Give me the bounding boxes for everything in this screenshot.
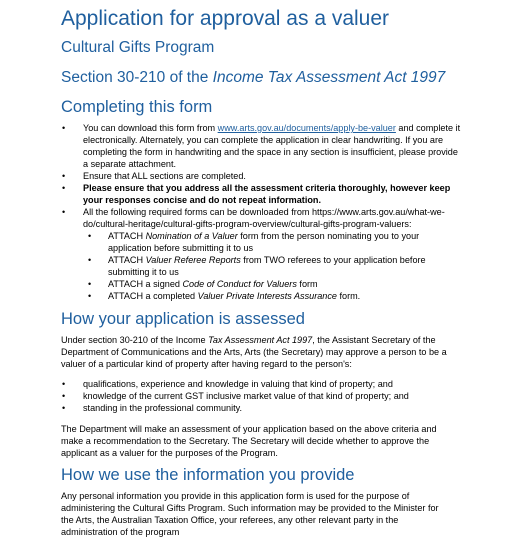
use-info-paragraph: Any personal information you provide in this application form is used for the purpose of administering the Cultural Gifts Program. Such information may be provided to the Minister for the Arts, the Australian Taxation Office, your referees, any other relevant party in the administration of the program — [61, 491, 439, 537]
assessed-paragraph-1 — [61, 334, 453, 370]
attach-referee-reports — [108, 254, 463, 278]
bullet-icon: • — [62, 123, 66, 133]
attach-code-of-conduct — [108, 278, 463, 290]
text: and complete it electronically. Alternately, you can complete the application in clear handwriting. If you are completing the form in handwriting and the space in any section is insufficient, please provide a separate attachment. — [83, 123, 461, 169]
text: Nomination of a Valuer — [145, 231, 238, 241]
bullet-icon: • — [88, 231, 92, 241]
assessed-bullet-qualifications: qualifications, experience and knowledge in valuing that kind of property; and — [83, 379, 393, 389]
bullet-icon: • — [62, 183, 66, 193]
act-subtitle — [61, 68, 445, 88]
page-title: Application for approval as a valuer — [61, 7, 390, 30]
text: Code of Conduct for Valuers — [182, 279, 297, 289]
assessed-paragraph-2: The Department will make an assessment of your application based on the above criteria and make a recommendation to the Secretary. The Secretary will decide whether to approve the applicant as a valuer for the purposes of the Program. — [61, 424, 437, 458]
completing-bullet-ensure: Ensure that ALL sections are completed. — [83, 171, 246, 181]
bullet-icon: • — [88, 279, 92, 289]
text: form — [296, 279, 318, 289]
completing-bullet-forms: All the following required forms can be downloaded from https://www.arts.gov.au/what-we-do/cultural-heritage/cultural-gifts-program-overview/cultural-gifts-program-valuers: — [83, 207, 445, 229]
assessed-bullet-gst: knowledge of the current GST inclusive market value of that kind of property; and — [83, 391, 409, 401]
attach-private-interests — [108, 290, 463, 302]
section-heading-assessed: How your application is assessed — [61, 310, 305, 328]
completing-bullet-download — [83, 122, 463, 170]
program-subtitle: Cultural Gifts Program — [61, 39, 215, 56]
text: ATTACH a completed — [108, 291, 198, 301]
text: Under section 30-210 of the Income — [61, 335, 209, 345]
bullet-icon: • — [62, 379, 66, 389]
bullet-icon: • — [62, 403, 66, 413]
act-subtitle-italic: Income Tax Assessment Act 1997 — [212, 69, 446, 86]
text: You can download this form from — [83, 123, 218, 133]
bullet-icon: • — [62, 207, 66, 217]
section-heading-use-info: How we use the information you provide — [61, 466, 355, 484]
text: from TWO referees to your application before submitting it to us — [108, 255, 426, 277]
attach-nomination — [108, 230, 463, 254]
completing-bullet-criteria: Please ensure that you address all the assessment criteria thoroughly, however keep your responses concise and do not repeat information. — [83, 183, 451, 205]
text: form. — [336, 291, 361, 301]
text: Valuer Referee Reports — [145, 255, 241, 265]
text: ATTACH a signed — [108, 279, 183, 289]
text: ATTACH — [108, 255, 146, 265]
bullet-icon: • — [88, 255, 92, 265]
text: form from the person nominating you to your application before submitting it to us — [108, 231, 420, 253]
text: , the Assistant Secretary of the Department of Communications and the Arts, Arts (the Secretary) may approve a person to be a valuer of a particular kind of property after having regard to the person's: — [61, 335, 447, 369]
bullet-icon: • — [62, 391, 66, 401]
text: Tax Assessment Act 1997 — [208, 335, 313, 345]
text: Valuer Private Interests Assurance — [197, 291, 337, 301]
download-link[interactable]: www.arts.gov.au/documents/apply-be-valuer — [217, 123, 396, 133]
text: ATTACH — [108, 231, 146, 241]
section-heading-completing: Completing this form — [61, 98, 213, 116]
bullet-icon: • — [62, 171, 66, 181]
assessed-bullet-standing: standing in the professional community. — [83, 403, 243, 413]
bullet-icon: • — [88, 291, 92, 301]
act-subtitle-prefix: Section 30-210 of the — [61, 69, 213, 86]
